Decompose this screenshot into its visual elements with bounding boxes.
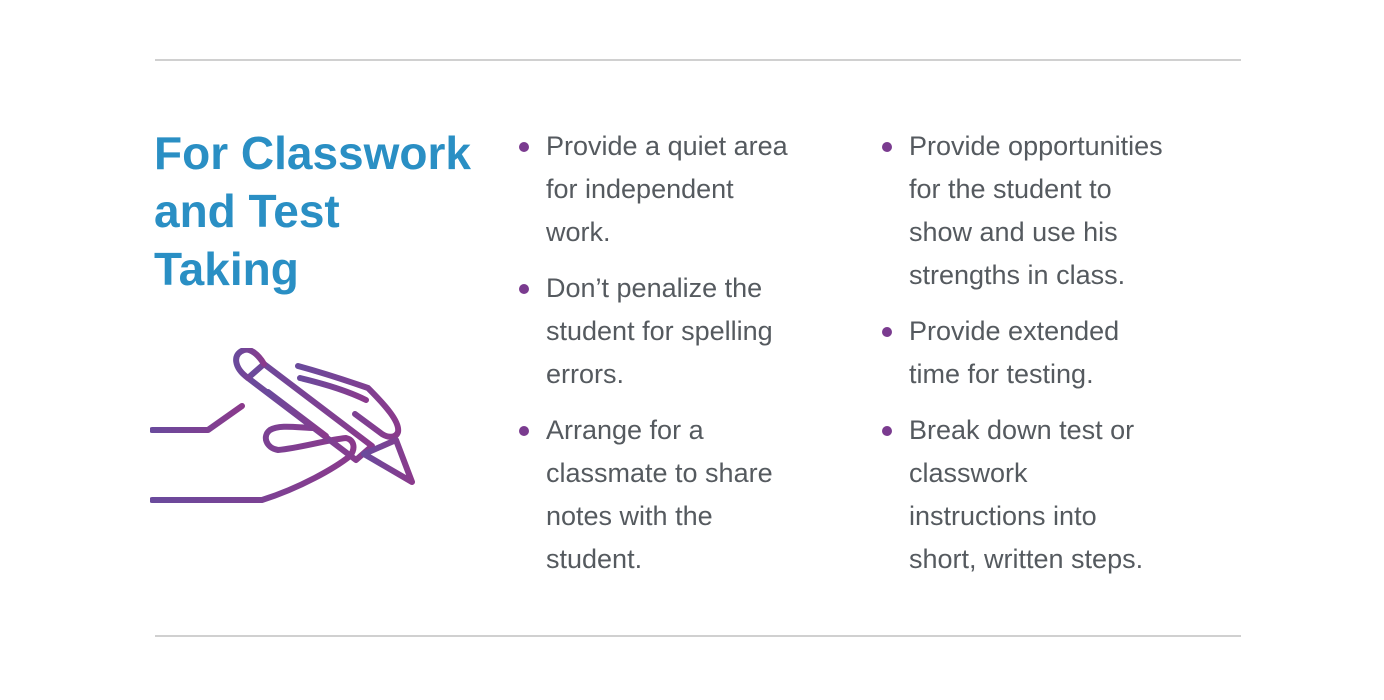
- list-item: [881, 310, 1221, 396]
- tip-text: short, written steps.: [909, 544, 1144, 574]
- tip-text: Provide opportunities: [909, 131, 1163, 161]
- tip-text: Arrange for a: [546, 415, 704, 445]
- top-divider: [155, 59, 1241, 61]
- right-tips-list: [881, 125, 1221, 594]
- list-item: [518, 267, 848, 396]
- tip-text: Provide a quiet area: [546, 131, 788, 161]
- hand-holding-pencil-icon: [150, 348, 425, 508]
- list-item: [881, 125, 1221, 297]
- tip-text: strengths in class.: [909, 260, 1126, 290]
- tip-text: errors.: [546, 359, 625, 389]
- bullet-icon: [519, 284, 529, 294]
- heading-line: For Classwork: [154, 127, 471, 179]
- tip-text: instructions into: [909, 501, 1097, 531]
- tip-text: notes with the: [546, 501, 713, 531]
- tip-text: for independent: [546, 174, 734, 204]
- list-item: [518, 409, 848, 581]
- left-tips-list: [518, 125, 848, 594]
- bullet-icon: [519, 426, 529, 436]
- tip-text: student for spelling: [546, 316, 773, 346]
- tip-text: Provide extended: [909, 316, 1120, 346]
- heading-line: and Test: [154, 185, 340, 237]
- tip-text: Break down test or: [909, 415, 1135, 445]
- bullet-icon: [882, 327, 892, 337]
- list-item: [518, 125, 848, 254]
- bullet-icon: [882, 142, 892, 152]
- tip-text: for the student to: [909, 174, 1112, 204]
- section-heading: [154, 124, 494, 298]
- tip-text: show and use his: [909, 217, 1118, 247]
- list-item: [881, 409, 1221, 581]
- tip-text: time for testing.: [909, 359, 1094, 389]
- tip-text: Don’t penalize the: [546, 273, 763, 303]
- heading-line: Taking: [154, 243, 299, 295]
- bottom-divider: [155, 635, 1241, 637]
- bullet-icon: [882, 426, 892, 436]
- tip-text: classmate to share: [546, 458, 773, 488]
- bullet-icon: [519, 142, 529, 152]
- tip-text: student.: [546, 544, 643, 574]
- tip-text: work.: [546, 217, 611, 247]
- tip-text: classwork: [909, 458, 1028, 488]
